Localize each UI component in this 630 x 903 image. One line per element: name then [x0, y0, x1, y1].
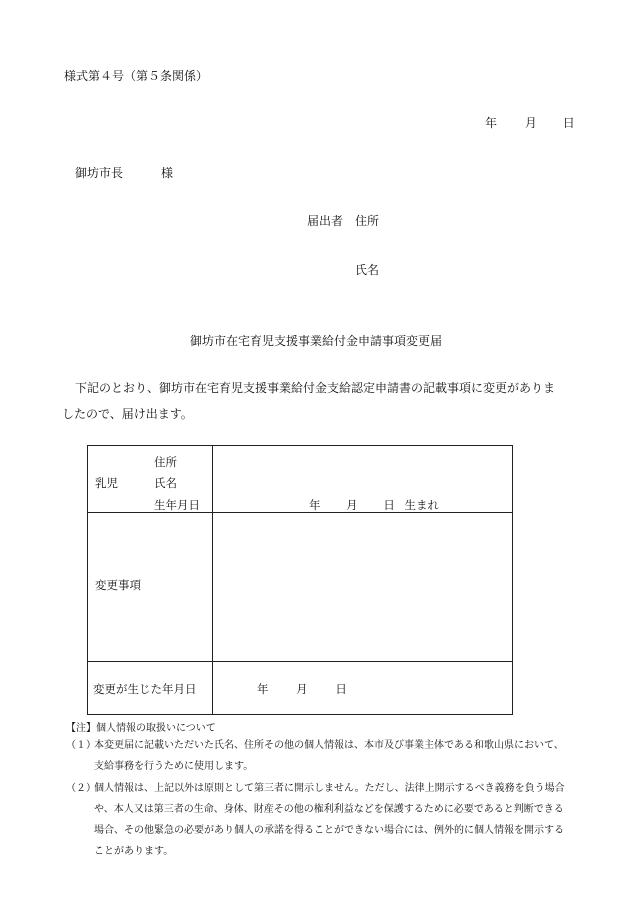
- infant-row: [88, 446, 513, 513]
- infant-label-cell: [88, 446, 213, 513]
- form-number: 様式第４号（第５条関係）: [64, 69, 209, 83]
- change-month-label: 月: [296, 682, 308, 696]
- change-day-label: 日: [335, 682, 347, 696]
- infant-value-cell: [213, 446, 513, 513]
- change-date-value-cell: [213, 662, 513, 715]
- body-text-line-2: したので、届け出ます。: [62, 407, 193, 421]
- date-year-label: 年: [485, 116, 498, 130]
- addressee-name: 御坊市長: [75, 166, 124, 180]
- birth-month-label: 月: [346, 498, 358, 512]
- change-date-label-cell: [88, 662, 213, 715]
- note-1-line-2: 支給事務を行うために使用します。: [94, 761, 254, 772]
- birth-date-line: [309, 497, 439, 513]
- notes-heading: 【注】個人情報の取扱いについて: [66, 723, 216, 734]
- note-1-marker: （１）: [66, 740, 96, 751]
- change-items-value-cell: [213, 513, 513, 662]
- infant-label: 乳児: [95, 476, 118, 490]
- note-1-line-1: 本変更届に記載いただいた氏名、住所その他の個人情報は、本市及び事業主体である和歌山県において、: [94, 740, 564, 751]
- addressee-honorific: 様: [161, 166, 174, 180]
- infant-name-label: 氏名: [154, 476, 177, 490]
- note-2-marker: （２）: [66, 783, 96, 794]
- birth-year-label: 年: [309, 498, 321, 512]
- date-month-label: 月: [524, 116, 537, 130]
- change-items-label: 変更事項: [95, 578, 141, 592]
- change-items-row: [88, 513, 513, 662]
- change-date-row: [88, 662, 513, 715]
- birth-day-label: 日: [383, 498, 395, 512]
- body-text-line-1: 下記のとおり、御坊市在宅育児支援事業給付金支給認定申請書の記載事項に変更がありま: [75, 381, 556, 395]
- born-suffix: 生まれ: [404, 498, 439, 512]
- applicant-address-label: 住所: [355, 214, 380, 228]
- infant-address-label: 住所: [154, 455, 177, 469]
- document-title: 御坊市在宅育児支援事業給付金申請事項変更届: [190, 334, 443, 348]
- note-2-line-3: 場合、その他緊急の必要があり個人の承諾を得ることができない場合には、例外的に個人情報を開示する: [94, 825, 564, 836]
- change-date-line: [257, 681, 347, 697]
- form-table: [87, 445, 513, 715]
- date-day-label: 日: [562, 116, 575, 130]
- applicant-label: 届出者: [307, 214, 344, 228]
- change-year-label: 年: [257, 682, 269, 696]
- infant-birthdate-label: 生年月日: [154, 498, 200, 512]
- note-2-line-4: ことがあります。: [94, 846, 174, 857]
- applicant-name-label: 氏名: [355, 263, 380, 277]
- change-date-label: 変更が生じた年月日: [93, 682, 197, 696]
- date-line: [485, 114, 575, 131]
- note-2-line-1: 個人情報は、上記以外は原則として第三者に開示しません。ただし、法律上開示するべき義務を負う場合: [94, 783, 565, 794]
- change-items-label-cell: [88, 513, 213, 662]
- note-2-line-2: や、本人又は第三者の生命、身体、財産その他の権利利益などを保護するために必要であると判断できる: [94, 804, 564, 815]
